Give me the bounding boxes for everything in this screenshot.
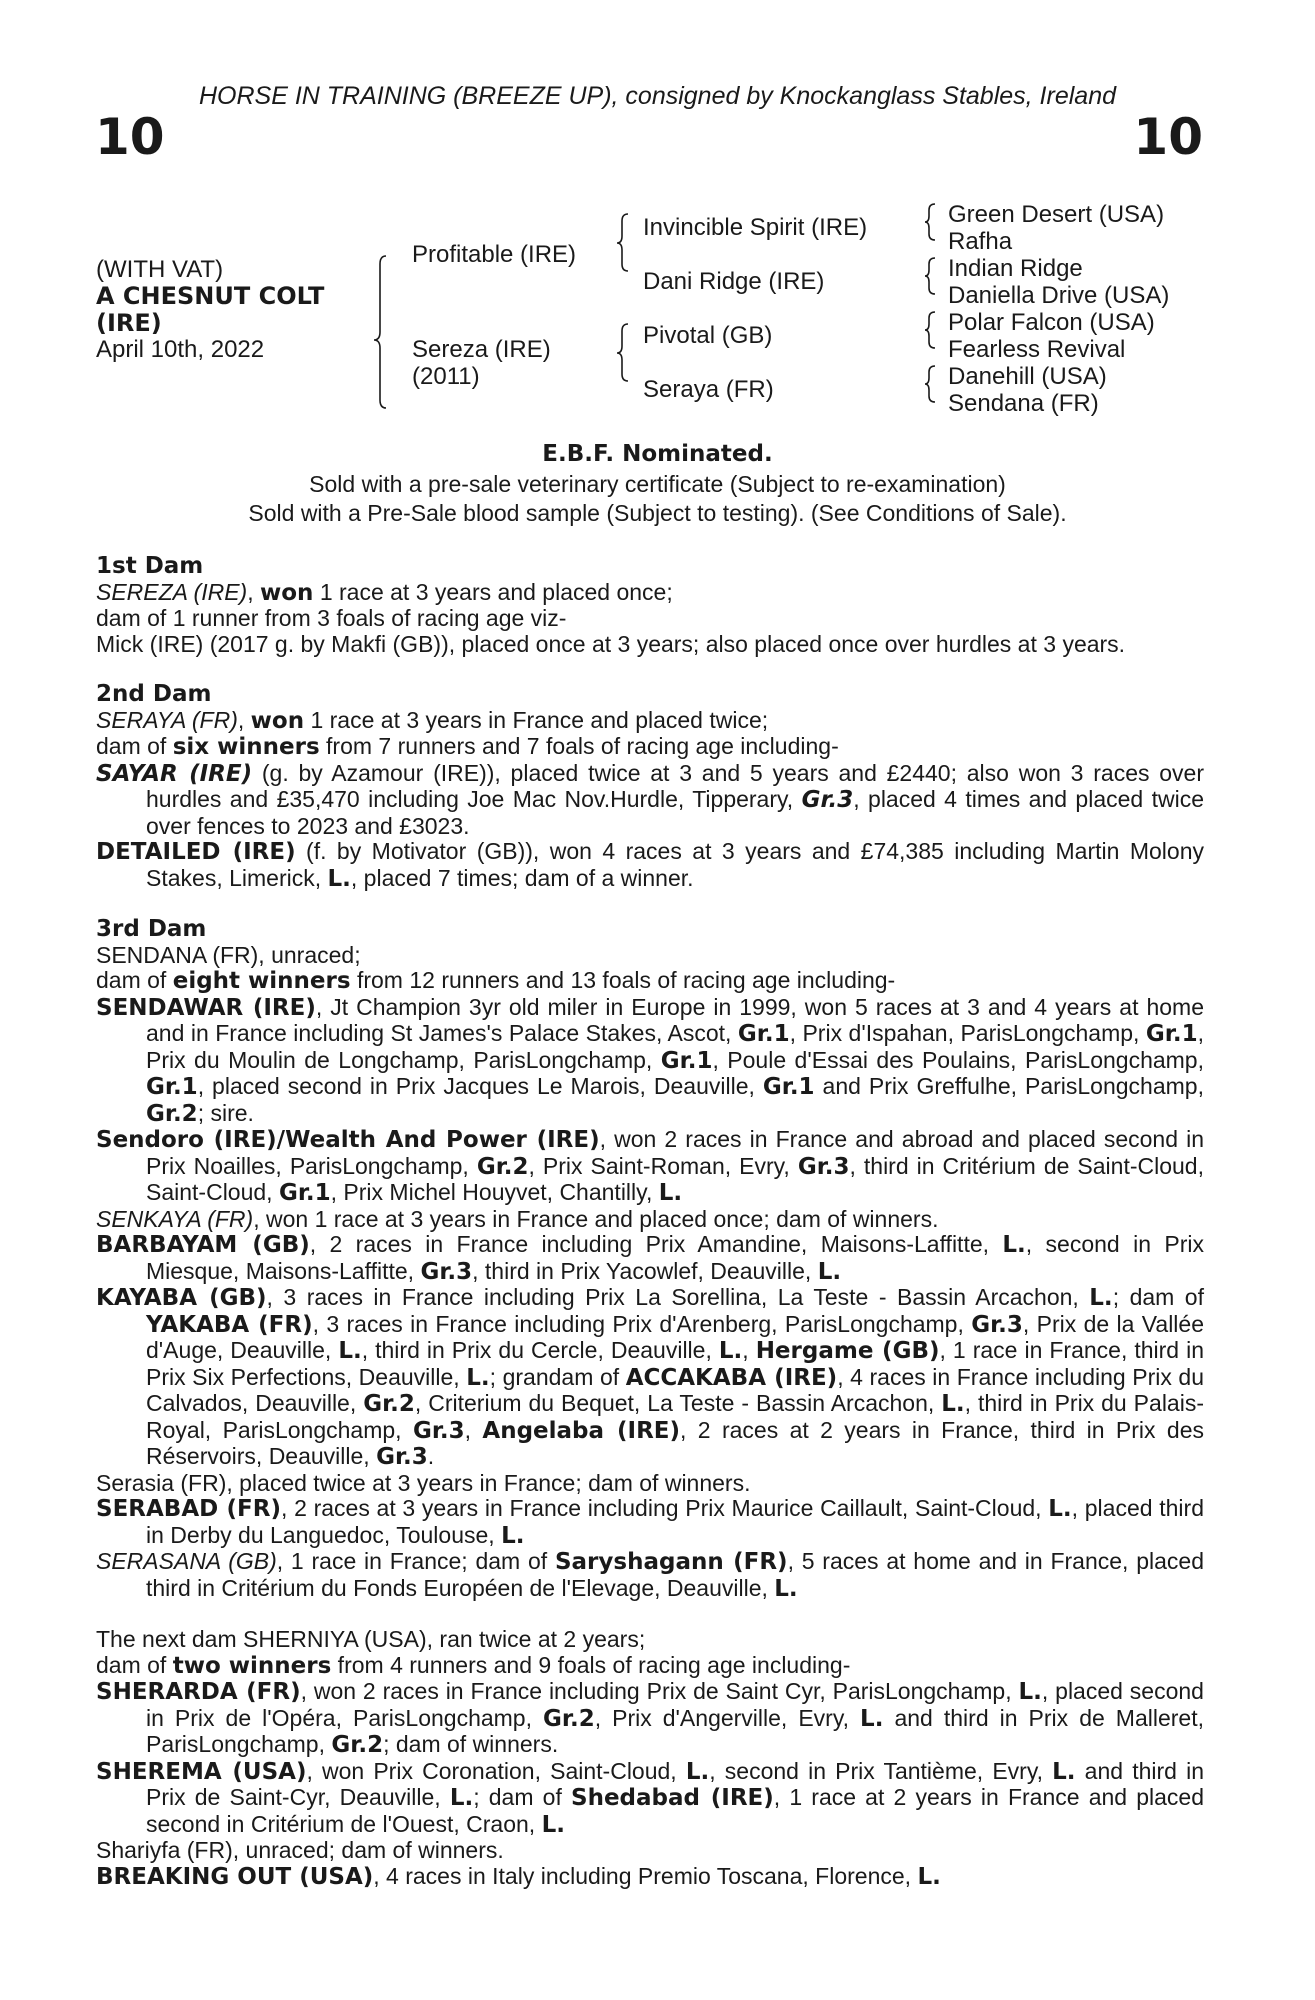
- ggp-6: Fearless Revival: [948, 336, 1126, 363]
- third-dam-intro: SENDANA (FR), unraced;: [96, 941, 361, 968]
- dam-year: (2011): [412, 363, 480, 390]
- third-dam-grand-produce: BARBAYAM (GB), 2 races in France including Prix Amandine, Maisons-Laffitte, L., second in Prix Miesque, Maisons-Laffitte, Gr.3, third in Prix Yacowlef, Deauville, L.: [96, 1231, 1204, 1285]
- bracket-dam: [617, 324, 628, 381]
- second-dam-produce-summary: dam of six winners from 7 runners and 7 foals of racing age including-: [96, 733, 839, 760]
- next-dam-produce-item: Shariyfa (FR), unraced; dam of winners.: [96, 1837, 504, 1863]
- ggp-7: Danehill (USA): [948, 363, 1107, 390]
- third-dam-produce-item: SENDAWAR (IRE), Jt Champion 3yr old miler in Europe in 1999, won 5 races at 3 and 4 years at home and in France including St James's Palace Stakes, Ascot, Gr.1, Prix d'Ispahan, ParisLongchamp, Gr.1, Prix du Moulin de Longchamp, ParisLongchamp, Gr.1, Poule d'Essai des Poulains, ParisLongchamp, Gr.1, placed second in Prix Jacques Le Marois, Deauville, Gr.1 and Prix Greffulhe, ParisLongchamp, Gr.2; sire.: [96, 993, 1204, 1127]
- dam-dam: Seraya (FR): [643, 376, 774, 403]
- vet-certificate-note: Sold with a pre-sale veterinary certificate (Subject to re-examination): [309, 471, 1006, 497]
- horse-name: A CHESNUT COLT: [96, 282, 325, 310]
- dam: Sereza (IRE): [412, 336, 551, 363]
- third-dam-heading: 3rd Dam: [96, 916, 207, 942]
- sire-dam: Dani Ridge (IRE): [643, 268, 825, 295]
- bracket-ggp-3: [925, 312, 935, 348]
- sire-sire: Invincible Spirit (IRE): [643, 214, 868, 241]
- next-dam-produce-summary: dam of two winners from 4 runners and 9 foals of racing age including-: [96, 1651, 851, 1679]
- second-dam-produce-item: SAYAR (IRE) (g. by Azamour (IRE)), placed twice at 3 and 5 years and £2440; also won 3 races over hurdles and £35,470 including Joe Mac Nov.Hurdle, Tipperary, Gr.3, placed 4 times and placed twice over fences to 2023 and £3023.: [96, 759, 1205, 839]
- third-dam-grand-produce: SERASANA (GB), 1 race in France; dam of Saryshagann (FR), 5 races at home and in France, placed third in Critérium du Fonds Européen de l'Elevage, Deauville, L.: [96, 1548, 1204, 1602]
- ggp-1: Green Desert (USA): [948, 201, 1165, 228]
- bracket-sire: [617, 214, 628, 271]
- bracket-ggp-4: [925, 366, 935, 402]
- third-dam-produce-summary: dam of eight winners from 12 runners and 13 foals of racing age including-: [96, 967, 896, 994]
- bracket-ggp-1: [925, 204, 935, 240]
- third-dam-produce-item: Sendoro (IRE)/Wealth And Power (IRE), won 2 races in France and abroad and placed second in Prix Noailles, ParisLongchamp, Gr.2, Prix Saint-Roman, Evry, Gr.3, third in Critérium de Saint-Cloud, Saint-Cloud, Gr.1, Prix Michel Houyvet, Chantilly, L.: [96, 1126, 1204, 1206]
- blood-sample-note: Sold with a Pre-Sale blood sample (Subject to testing). (See Conditions of Sale).: [248, 500, 1067, 526]
- first-dam-produce-summary: dam of 1 runner from 3 foals of racing age viz-: [96, 605, 567, 631]
- dam-sire: Pivotal (GB): [643, 322, 773, 349]
- second-dam-produce-item: DETAILED (IRE) (f. by Motivator (GB)), won 4 races at 3 years and £74,385 including Martin Molony Stakes, Limerick, L., placed 7 times; dam of a winner.: [96, 838, 1204, 892]
- pedigree-brackets: [0, 0, 1315, 440]
- ggp-5: Polar Falcon (USA): [948, 309, 1155, 336]
- lot-number-right: 10: [1133, 108, 1203, 166]
- bracket-gen1: [374, 256, 386, 408]
- ggp-4: Daniella Drive (USA): [948, 282, 1170, 309]
- consignment-header: HORSE IN TRAINING (BREEZE UP), consigned by Knockanglass Stables, Ireland: [198, 82, 1117, 110]
- second-dam-intro: SERAYA (FR), won 1 race at 3 years in France and placed twice;: [96, 706, 769, 734]
- ggp-8: Sendana (FR): [948, 390, 1099, 417]
- foaling-date: April 10th, 2022: [96, 336, 265, 363]
- next-dam-grand-produce: BREAKING OUT (USA), 4 races in Italy including Premio Toscana, Florence, L.: [96, 1862, 941, 1890]
- next-dam-grand-produce: SHEREMA (USA), won Prix Coronation, Saint-Cloud, L., second in Prix Tantième, Evry, L. and third in Prix de Saint-Cyr, Deauville, L.; dam of Shedabad (IRE), 1 race at 2 years in France and placed second in Critérium de l'Ouest, Craon, L.: [96, 1757, 1204, 1838]
- ggp-3: Indian Ridge: [948, 255, 1083, 282]
- catalogue-body: [96, 554, 1204, 1890]
- next-dam-produce-item: SHERARDA (FR), won 2 races in France including Prix de Saint Cyr, ParisLongchamp, L., placed second in Prix de l'Opéra, ParisLongchamp, Gr.2, Prix d'Angerville, Evry, L. and third in Prix de Malleret, ParisLongchamp, Gr.2; dam of winners.: [96, 1678, 1204, 1758]
- ggp-2: Rafha: [948, 228, 1013, 255]
- first-dam-produce-item: Mick (IRE) (2017 g. by Makfi (GB)), placed once at 3 years; also placed once over hurdles at 3 years.: [96, 630, 1126, 657]
- sire: Profitable (IRE): [412, 241, 577, 268]
- third-dam-produce-item: Serasia (FR), placed twice at 3 years in France; dam of winners.: [96, 1469, 751, 1496]
- lot-number-left: 10: [95, 108, 165, 166]
- third-dam-grand-produce: SERABAD (FR), 2 races at 3 years in France including Prix Maurice Caillault, Saint-Cloud, L., placed third in Derby du Languedoc, Toulouse, L.: [96, 1495, 1204, 1549]
- first-dam-heading: 1st Dam: [96, 553, 204, 579]
- first-dam-intro: SEREZA (IRE), won 1 race at 3 years and placed once;: [96, 578, 673, 606]
- next-dam-intro: The next dam SHERNIYA (USA), ran twice at 2 years;: [96, 1626, 646, 1652]
- horse-origin: (IRE): [96, 309, 162, 337]
- third-dam-grand-produce: KAYABA (GB), 3 races in France including Prix La Sorellina, La Teste - Bassin Arcachon, L.; dam of YAKABA (FR), 3 races in France including Prix d'Arenberg, ParisLongchamp, Gr.3, Prix de la Vallée d'Auge, Deauville, L., third in Prix du Cercle, Deauville, L., Hergame (GB), 1 race in France, third in Prix Six Perfections, Deauville, L.; grandam of ACCAKABA (IRE), 4 races in France including Prix du Calvados, Deauville, Gr.2, Criterium du Bequet, La Teste - Bassin Arcachon, L., third in Prix du Palais-Royal, ParisLongchamp, Gr.3, Angelaba (IRE), 2 races at 2 years in France, third in Prix des Réservoirs, Deauville, Gr.3.: [96, 1284, 1204, 1470]
- ebf-nominated: E.B.F. Nominated.: [542, 441, 773, 467]
- vat-note: (WITH VAT): [96, 256, 224, 283]
- second-dam-heading: 2nd Dam: [96, 681, 212, 707]
- bracket-ggp-2: [925, 258, 935, 294]
- third-dam-produce-item: SENKAYA (FR), won 1 race at 3 years in France and placed once; dam of winners.: [96, 1205, 939, 1232]
